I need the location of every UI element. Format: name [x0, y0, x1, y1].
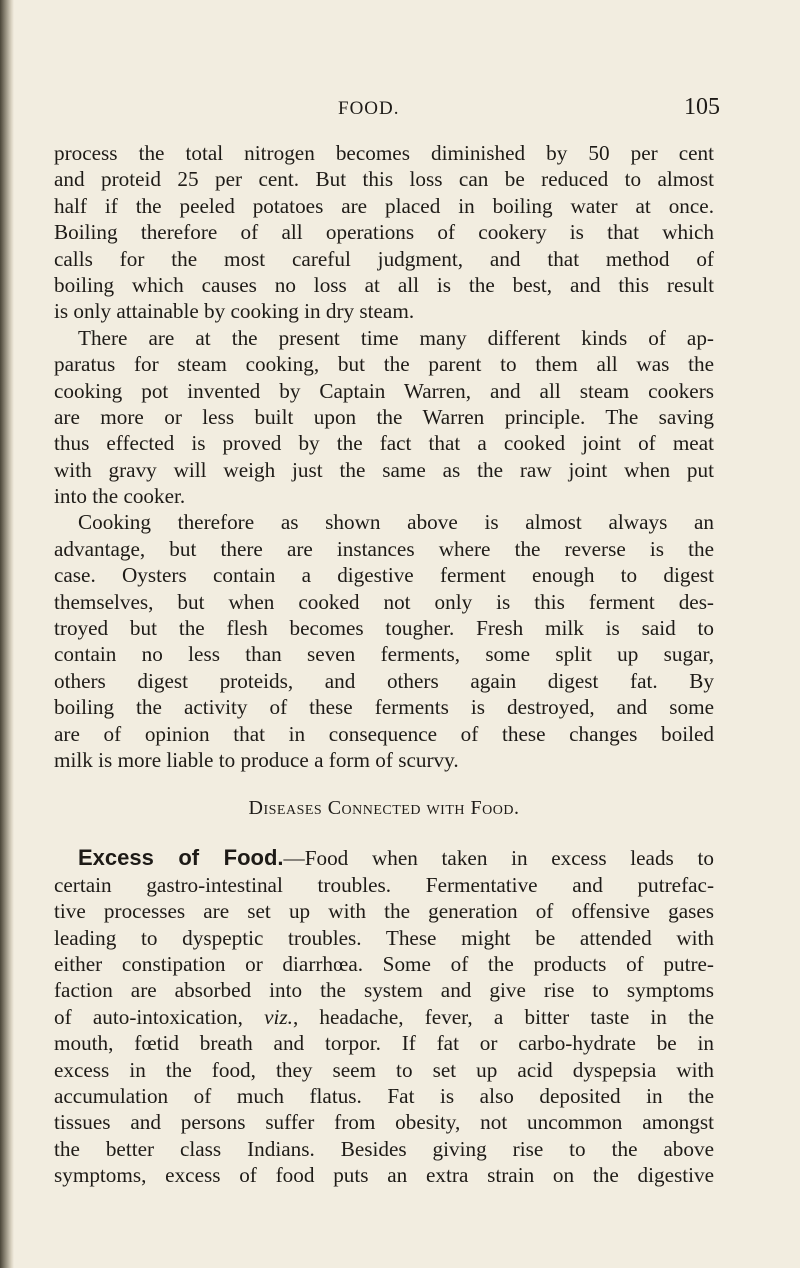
text-line: tive processes are set up with the generation of offensive gases: [54, 899, 714, 924]
paragraph-steam-apparatus: [54, 325, 714, 510]
italic-abbreviation: viz.: [264, 1004, 293, 1029]
text-line: into the cooker.: [54, 484, 186, 509]
text-line: either constipation or diarrhœa. Some of the products of putre-: [54, 951, 714, 976]
text-line: milk is more liable to produce a form of scurvy.: [54, 747, 459, 772]
text-line: There are at the present time many different kinds of ap-: [78, 325, 714, 350]
paragraph-excess-of-food: [54, 845, 714, 1188]
text-line: tissues and persons suffer from obesity, not uncommon amongst: [54, 1110, 714, 1135]
body-text: [54, 140, 714, 1188]
text-line: mouth, fœtid breath and torpor. If fat or carbo-hydrate be in: [54, 1031, 714, 1056]
running-head: FOOD.: [338, 98, 400, 119]
paragraph-cooking-advantage: [54, 509, 714, 773]
text-line: contain no less than seven ferments, some split up sugar,: [54, 642, 714, 667]
page-number: 105: [684, 94, 720, 120]
text-line: advantage, but there are instances where the reverse is the: [54, 536, 714, 561]
text-line: the better class Indians. Besides giving rise to the above: [54, 1136, 714, 1161]
text-line: case. Oysters contain a digestive ferment enough to digest: [54, 563, 714, 588]
text-line: boiling the activity of these ferments is destroyed, and some: [54, 695, 714, 720]
text-line: with gravy will weigh just the same as the raw joint when put: [54, 457, 714, 482]
text-line: boiling which causes no loss at all is the best, and this result: [54, 272, 714, 297]
text-line: process the total nitrogen becomes diminished by 50 per cent: [54, 141, 714, 165]
text-line: themselves, but when cooked not only is this ferment des-: [54, 589, 714, 614]
text-line: calls for the most careful judgment, and that method of: [54, 246, 714, 271]
text-line: [54, 845, 714, 871]
text-line: are of opinion that in consequence of these changes boiled: [54, 721, 714, 746]
paragraph-boiling: [54, 140, 714, 325]
text-line: cooking pot invented by Captain Warren, and all steam cookers: [54, 378, 714, 403]
text-line: symptoms, excess of food puts an extra strain on the digestive: [54, 1163, 714, 1188]
run-in-heading: Excess of Food.: [78, 845, 284, 871]
text-fragment: —Food when taken in excess leads to: [283, 846, 714, 871]
text-line: Boiling therefore of all operations of cookery is that which: [54, 220, 714, 245]
text-line: and proteid 25 per cent. But this loss can be reduced to almost: [54, 167, 714, 192]
text-fragment: of auto-intoxication,: [54, 1004, 265, 1029]
text-line: faction are absorbed into the system and give rise to symptoms: [54, 978, 714, 1003]
text-line: half if the peeled potatoes are placed in boiling water at once.: [54, 193, 714, 218]
text-line: leading to dyspeptic troubles. These might be attended with: [54, 925, 714, 950]
text-line: others digest proteids, and others again digest fat. By: [54, 668, 714, 693]
text-line: is only attainable by cooking in dry steam.: [54, 299, 415, 324]
text-line: paratus for steam cooking, but the parent to them all was the: [54, 352, 714, 377]
text-line: [54, 1004, 714, 1030]
text-line: excess in the food, they seem to set up acid dyspepsia with: [54, 1057, 714, 1082]
text-line: Cooking therefore as shown above is almost always an: [78, 510, 714, 535]
section-heading: Diseases Connected with Food.: [248, 797, 520, 820]
text-line: are more or less built upon the Warren principle. The saving: [54, 404, 714, 429]
page-header: [60, 94, 720, 128]
text-fragment: , headache, fever, a bitter taste in the: [292, 1004, 714, 1029]
text-line: accumulation of much flatus. Fat is also deposited in the: [54, 1083, 714, 1108]
text-line: troyed but the flesh becomes tougher. Fresh milk is said to: [54, 616, 714, 641]
text-line: certain gastro-intestinal troubles. Fermentative and putrefac-: [54, 872, 714, 897]
text-line: thus effected is proved by the fact that a cooked joint of meat: [54, 431, 714, 456]
